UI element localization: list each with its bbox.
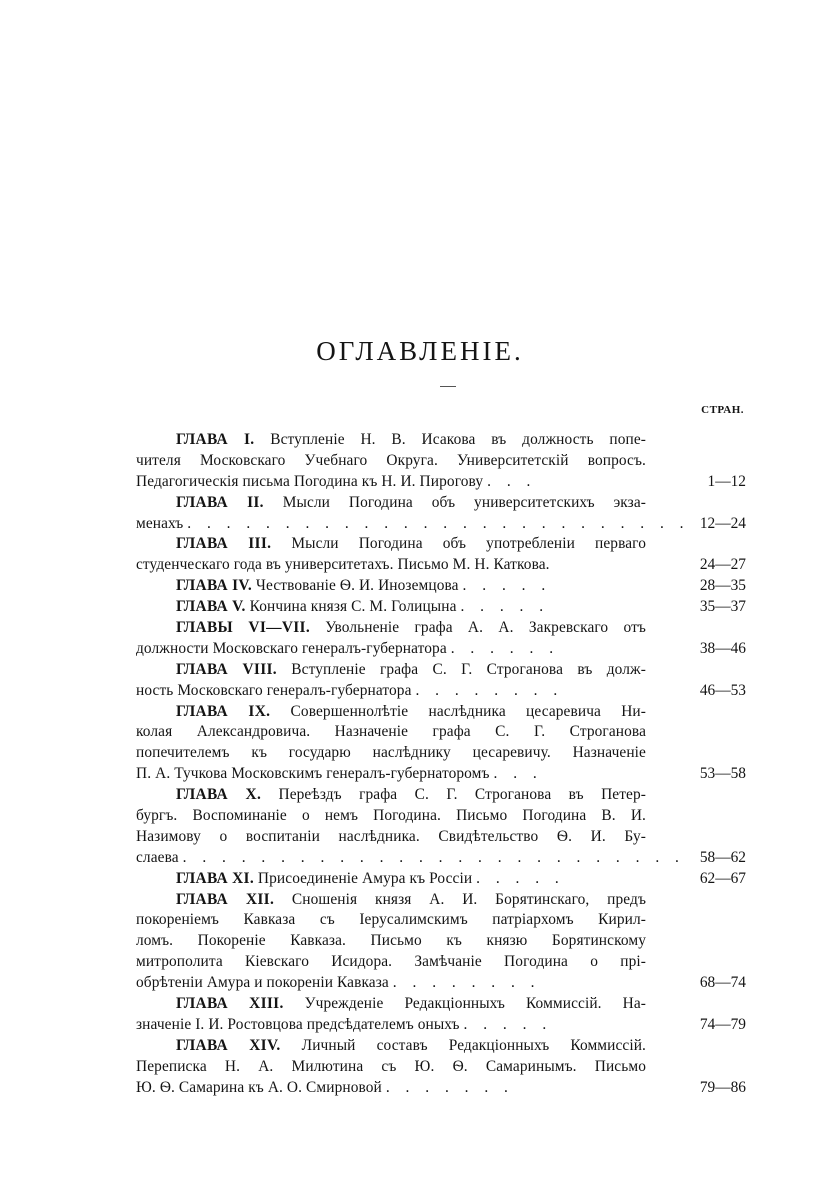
toc-line-text: слаева xyxy=(136,848,179,866)
toc-line-text: студенческаго года въ университетахъ. Письмо М. Н. Каткова. xyxy=(136,556,550,574)
toc-line xyxy=(136,639,646,660)
title-divider xyxy=(440,386,456,387)
toc-line-text: колая Александровича. Назначеніе графа С. Г. Строганова xyxy=(136,723,646,741)
leader-dots: . . . . . . . . xyxy=(415,681,564,699)
chapter-label: ГЛАВА XI. xyxy=(176,869,254,887)
leader-dots: . . . . . xyxy=(462,577,552,595)
toc-line-text: ГЛАВЫ VI—VII. Увольненіе графа А. А. Закревскаго отъ xyxy=(176,619,646,637)
leader-dots: . . . . . . . . . . . . . . . . . . . . . . . . . . xyxy=(187,514,690,532)
toc-entry-text xyxy=(136,618,646,660)
page-range: 68—74 xyxy=(699,974,746,992)
toc-line xyxy=(136,869,646,890)
page-title: ОГЛАВЛЕНІЕ. xyxy=(316,336,524,366)
toc-line xyxy=(136,973,646,994)
toc-line-text: митрополита Кіевскаго Исидора. Замѣчаніе Погодина о прі- xyxy=(136,953,646,971)
page-range: 38—46 xyxy=(699,639,746,657)
chapter-label: ГЛАВА II. xyxy=(176,493,264,511)
toc-line-text: ГЛАВА III. Мысли Погодина объ употребленіи перваго xyxy=(176,535,647,553)
toc-line-text: ломъ. Покореніе Кавказа. Письмо къ князю Борятинскому xyxy=(136,932,646,950)
toc-entry-text xyxy=(136,1036,646,1099)
toc-line xyxy=(136,931,646,952)
toc-line-text: Переписка Н. А. Милютина съ Ю. Ѳ. Самаринымъ. Письмо xyxy=(136,1057,646,1075)
toc-line xyxy=(136,1078,646,1099)
leader-dots: . . . . . . . . . . . . . . . . . . . . . . . . . . xyxy=(182,848,685,866)
toc-entry-text xyxy=(136,994,646,1036)
toc-entry xyxy=(136,493,746,535)
toc-line-text: ГЛАВА IX. Совершеннолѣтіе наслѣдника цесаревича Ни- xyxy=(176,702,646,720)
toc-line xyxy=(136,514,690,535)
toc-line xyxy=(136,806,646,827)
chapter-label: ГЛАВА XII. xyxy=(176,890,275,908)
toc-line xyxy=(136,1036,646,1057)
toc-line xyxy=(136,702,646,723)
toc-line-text: ГЛАВА II. Мысли Погодина объ университетскихъ экза- xyxy=(176,493,647,511)
toc-entry-text xyxy=(136,890,646,994)
leader-dots: . . . xyxy=(487,472,537,490)
toc-line-text: ГЛАВА V. Кончина князя С. М. Голицына xyxy=(176,598,457,616)
toc-line xyxy=(136,848,685,869)
toc-line-text: значеніе І. И. Ростовцова предсѣдателемъ оныхъ xyxy=(136,1015,460,1033)
leader-dots: . . . . . xyxy=(463,1015,553,1033)
toc-line-text: чителя Московскаго Учебнаго Округа. Университетскій вопросъ. xyxy=(136,451,646,469)
page-range: 58—62 xyxy=(699,848,746,866)
toc-entry-text xyxy=(136,869,646,890)
table-of-contents xyxy=(136,430,746,1099)
toc-line xyxy=(136,764,646,785)
chapter-label: ГЛАВЫ VI—VII. xyxy=(176,619,310,637)
page-range: 46—53 xyxy=(699,681,746,699)
toc-line-text: ГЛАВА XIII. Учрежденіе Редакціонныхъ Коммиссій. На- xyxy=(176,995,646,1013)
toc-entry xyxy=(136,660,746,702)
toc-entry xyxy=(136,890,746,994)
toc-line xyxy=(136,743,646,764)
toc-line xyxy=(136,493,646,514)
page-range: 53—58 xyxy=(699,765,746,783)
toc-line-text: ГЛАВА XI. Присоединеніе Амура къ Россіи xyxy=(176,869,473,887)
toc-entry xyxy=(136,576,746,597)
toc-line-text: покореніемъ Кавказа съ Іерусалимскимъ патріархомъ Кирил- xyxy=(136,911,646,929)
toc-line xyxy=(136,660,646,681)
toc-entry-text xyxy=(136,493,690,535)
toc-entry-text xyxy=(136,660,646,702)
chapter-label: ГЛАВА V. xyxy=(176,598,246,616)
toc-line xyxy=(136,430,646,451)
toc-line-text: бургъ. Воспоминаніе о немъ Погодина. Письмо Погодина В. И. xyxy=(136,807,646,825)
chapter-label: ГЛАВА IV. xyxy=(176,577,252,595)
chapter-label: ГЛАВА IX. xyxy=(176,702,271,720)
toc-entry xyxy=(136,869,746,890)
toc-entry-text xyxy=(136,576,646,597)
page-range: 35—37 xyxy=(699,598,746,616)
toc-line xyxy=(136,785,646,806)
toc-line xyxy=(136,618,646,639)
toc-line xyxy=(136,1057,646,1078)
toc-entry-text xyxy=(136,597,646,618)
toc-line xyxy=(136,534,646,555)
toc-line-text: менахъ xyxy=(136,514,184,532)
leader-dots: . . . . . xyxy=(460,598,550,616)
toc-line xyxy=(136,681,646,702)
toc-entry-text xyxy=(136,702,646,786)
page-range: 79—86 xyxy=(699,1078,746,1096)
leader-dots: . . . . . . . xyxy=(385,1078,514,1096)
page-range: 12—24 xyxy=(699,514,746,532)
toc-line-text: П. А. Тучкова Московскимъ генералъ-губернаторомъ xyxy=(136,765,490,783)
toc-line xyxy=(136,994,646,1015)
toc-entry xyxy=(136,785,746,869)
leader-dots: . . . xyxy=(493,765,543,783)
toc-line xyxy=(136,472,646,493)
leader-dots: . . . . . xyxy=(476,869,565,887)
chapter-label: ГЛАВА XIII. xyxy=(176,995,284,1013)
toc-entry xyxy=(136,702,746,786)
toc-entry xyxy=(136,430,746,493)
toc-entry xyxy=(136,994,746,1036)
toc-entry xyxy=(136,1036,746,1099)
page-range: 1—12 xyxy=(707,472,746,490)
toc-line xyxy=(136,910,646,931)
pages-column-header: СТРАН. xyxy=(701,404,744,416)
leader-dots: . . . . . . . . xyxy=(392,974,541,992)
toc-entry-text xyxy=(136,430,646,493)
toc-line-text: попечителемъ къ государю наслѣднику цесаревичу. Назначеніе xyxy=(136,744,646,762)
toc-line-text: ГЛАВА VIII. Вступленіе графа С. Г. Строганова въ долж- xyxy=(176,660,646,678)
toc-line-text: Назимову о воспитаніи наслѣдника. Свидѣтельство Ѳ. И. Бу- xyxy=(136,827,646,845)
toc-line xyxy=(136,1015,646,1036)
toc-line-text: ГЛАВА I. Вступленіе Н. В. Исакова въ должность попе- xyxy=(176,431,647,448)
toc-entry xyxy=(136,534,746,576)
toc-line xyxy=(136,597,646,618)
page-range: 62—67 xyxy=(699,869,746,887)
toc-line-text: Ю. Ѳ. Самарина къ А. О. Смирновой xyxy=(136,1078,382,1096)
chapter-label: ГЛАВА VIII. xyxy=(176,660,277,678)
toc-line xyxy=(136,827,646,848)
toc-entry xyxy=(136,618,746,660)
toc-line xyxy=(136,952,646,973)
toc-line xyxy=(136,451,646,472)
toc-line xyxy=(136,555,646,576)
toc-line-text: ГЛАВА XIV. Личный составъ Редакціонныхъ Коммиссій. xyxy=(176,1036,647,1054)
page-range: 28—35 xyxy=(699,577,746,595)
toc-line-text: ГЛАВА X. Переѣздъ графа С. Г. Строганова въ Петер- xyxy=(176,786,646,804)
toc-line xyxy=(136,890,646,911)
chapter-label: ГЛАВА XIV. xyxy=(176,1036,281,1054)
chapter-label: ГЛАВА I. xyxy=(176,431,255,448)
page-range: 74—79 xyxy=(699,1015,746,1033)
toc-entry-text xyxy=(136,785,685,869)
toc-line-text: ность Московскаго генералъ-губернатора xyxy=(136,681,412,699)
chapter-label: ГЛАВА X. xyxy=(176,786,262,804)
toc-line xyxy=(136,576,646,597)
toc-line-text: обрѣтеніи Амура и покореніи Кавказа xyxy=(136,974,389,992)
page-range: 24—27 xyxy=(699,556,746,574)
toc-line-text: Педагогическія письма Погодина къ Н. И. Пирогову xyxy=(136,472,484,490)
toc-entry xyxy=(136,597,746,618)
toc-line-text: ГЛАВА XII. Сношенія князя А. И. Борятинскаго, предъ xyxy=(176,890,647,908)
toc-line xyxy=(136,722,646,743)
toc-line-text: ГЛАВА IV. Чествованіе Ѳ. И. Иноземцова xyxy=(176,577,459,595)
toc-entry-text xyxy=(136,534,646,576)
chapter-label: ГЛАВА III. xyxy=(176,535,272,553)
leader-dots: . . . . . . xyxy=(450,639,560,657)
toc-line-text: должности Московскаго генералъ-губернатора xyxy=(136,639,447,657)
